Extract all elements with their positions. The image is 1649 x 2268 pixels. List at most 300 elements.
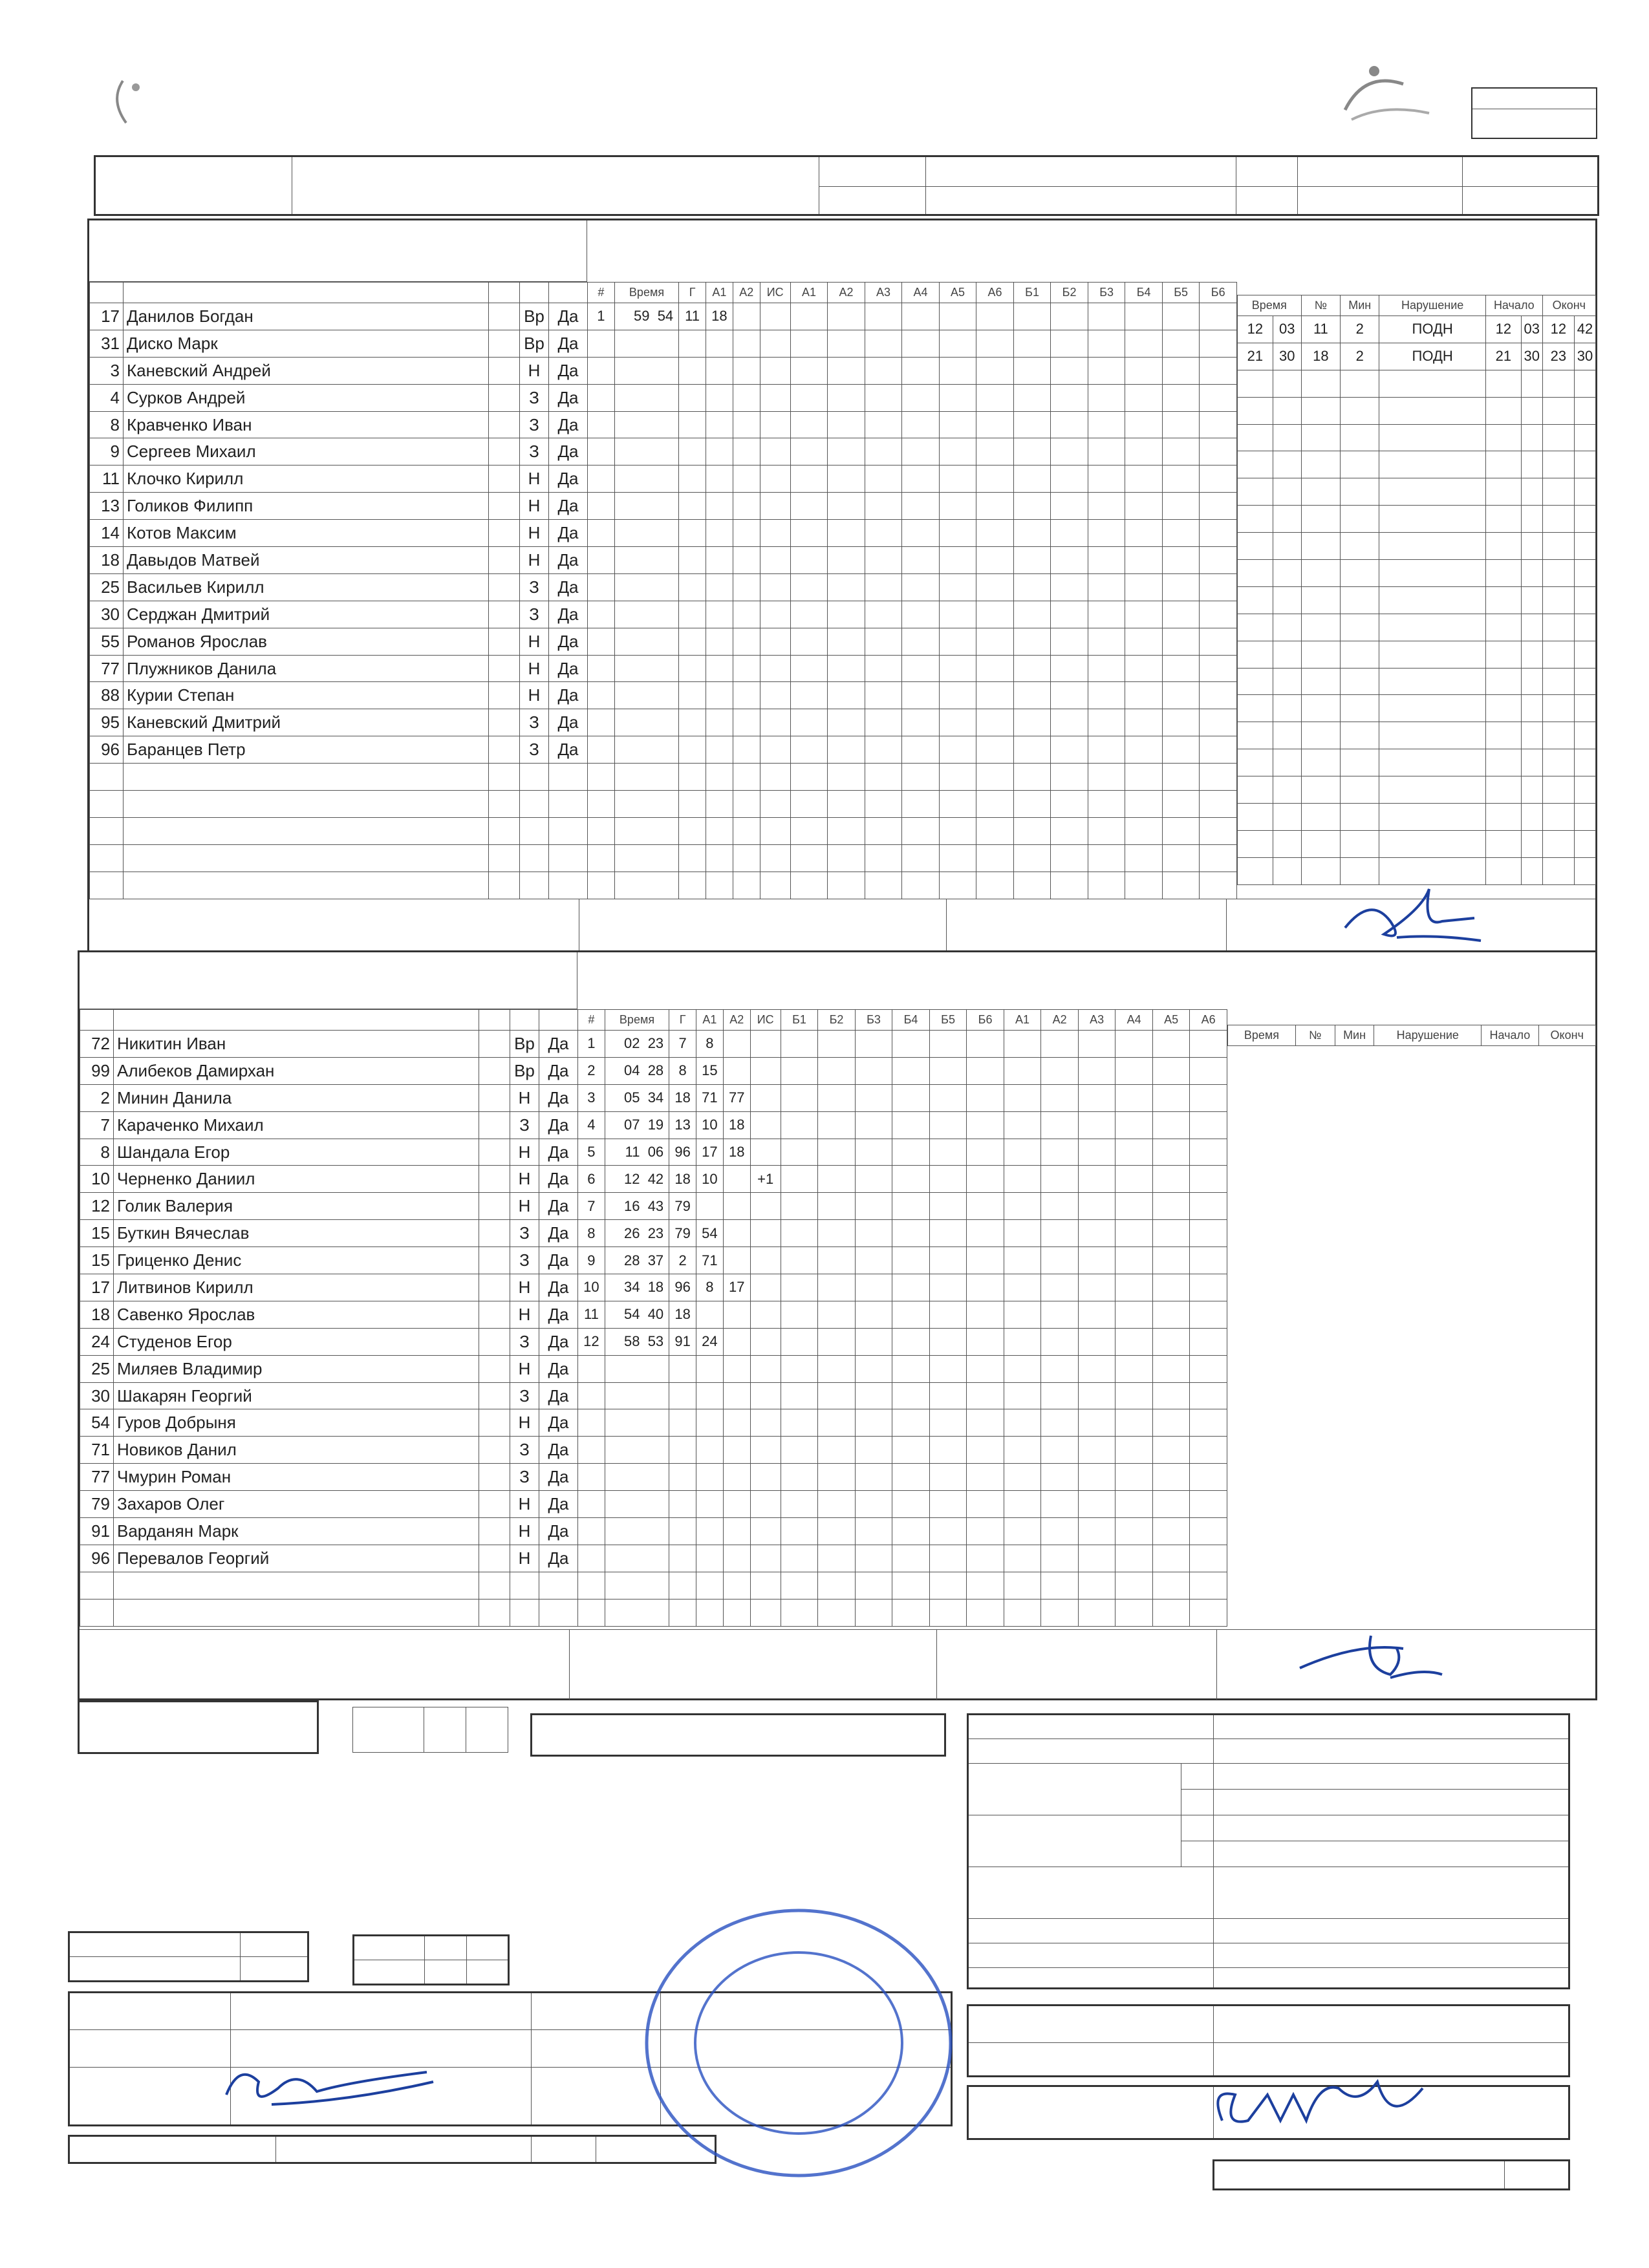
player-name: Перевалов Георгий	[114, 1545, 479, 1572]
city-label	[819, 156, 926, 187]
pen-start-sec: 30	[1521, 343, 1542, 370]
pen-violation: ПОДН	[1379, 316, 1486, 343]
player-number: 25	[90, 573, 124, 601]
goal-row	[588, 817, 1237, 844]
player-position: Н	[520, 655, 549, 682]
goal-time: 54 40	[605, 1301, 669, 1328]
goal-assist-1: 10	[696, 1166, 724, 1193]
penalty-row	[1238, 506, 1596, 533]
player-row	[80, 1545, 578, 1572]
informer	[1214, 1739, 1569, 1764]
player-ka	[489, 547, 520, 574]
goal-row	[578, 1491, 1227, 1518]
goal-col: А3	[865, 283, 902, 303]
secretary-label	[968, 2043, 1214, 2077]
player-position: Н	[510, 1301, 539, 1328]
player-ka	[479, 1111, 510, 1139]
player-ka	[489, 438, 520, 465]
player-played: Да	[549, 438, 588, 465]
player-number: 54	[80, 1409, 114, 1437]
goal-scorer: 79	[669, 1193, 696, 1220]
goal-assist-1: 17	[696, 1139, 724, 1166]
player-ka	[489, 330, 520, 357]
player-name: Котов Максим	[124, 520, 489, 547]
goal-time: 34 18	[605, 1274, 669, 1301]
comp-ref-table	[68, 2135, 717, 2164]
player-number: 24	[80, 1328, 114, 1355]
goal-time: 28 37	[605, 1247, 669, 1274]
pen-col-viol: Нарушение	[1379, 295, 1486, 316]
player-row	[90, 573, 588, 601]
player-position: Вр	[510, 1031, 539, 1058]
player-name: Романов Ярослав	[124, 628, 489, 655]
player-row	[80, 1084, 578, 1111]
player-played: Да	[539, 1409, 578, 1437]
player-number: 96	[80, 1545, 114, 1572]
penalty-row	[1238, 695, 1596, 722]
goal-col: Б1	[781, 1010, 818, 1031]
player-ka	[489, 682, 520, 709]
player-ka	[479, 1166, 510, 1193]
pen-time-sec: 03	[1273, 316, 1301, 343]
penalty-row	[1238, 316, 1596, 343]
player-number: 18	[90, 547, 124, 574]
time-label	[1236, 187, 1298, 215]
player-ka	[479, 1382, 510, 1409]
player-played: Да	[549, 709, 588, 736]
goal-row	[588, 872, 1237, 899]
player-position: З	[520, 736, 549, 764]
goal-assist-2	[723, 1031, 750, 1058]
team-b-signature	[1293, 1623, 1461, 1694]
ministry-logo	[1313, 58, 1455, 149]
team-b-roster	[80, 1009, 578, 1627]
goal-col: Б2	[1051, 283, 1088, 303]
penalty-row	[1238, 343, 1596, 370]
pen-col-min: Мин	[1335, 1025, 1374, 1046]
player-position: Н	[520, 520, 549, 547]
goal-row	[578, 1274, 1227, 1301]
goal-number: 1	[588, 303, 615, 330]
informer-label	[968, 1739, 1214, 1764]
goal-row	[588, 438, 1237, 465]
player-name: Студенов Егор	[114, 1328, 479, 1355]
date-value	[1298, 156, 1463, 187]
player-name: Шандала Егор	[114, 1139, 479, 1166]
team-a-header	[89, 220, 587, 282]
goal-assist-1: 10	[696, 1111, 724, 1139]
player-played: Да	[539, 1247, 578, 1274]
team-b-goals-table	[577, 1009, 1227, 1627]
goal-situation	[750, 1328, 781, 1355]
pen-start-min: 21	[1485, 343, 1521, 370]
goal-time: 11 06	[605, 1139, 669, 1166]
player-played: Да	[549, 384, 588, 411]
date-label	[1236, 156, 1298, 187]
penalty-b-tag	[1181, 1790, 1214, 1815]
player-position: З	[520, 411, 549, 438]
player-name: Голик Валерия	[114, 1193, 479, 1220]
goal-assist-2: 18	[723, 1111, 750, 1139]
player-name: Клочко Кирилл	[124, 465, 489, 493]
player-row	[80, 1572, 578, 1599]
player-played: Да	[539, 1031, 578, 1058]
player-row	[90, 493, 588, 520]
goal-col: А1	[706, 283, 733, 303]
goal-col: А2	[733, 283, 760, 303]
player-number: 71	[80, 1437, 114, 1464]
penalty-row	[1238, 641, 1596, 668]
goal-assist-2	[733, 303, 760, 330]
player-played: Да	[539, 1355, 578, 1382]
goal-row	[578, 1247, 1227, 1274]
player-name: Чмурин Роман	[114, 1464, 479, 1491]
player-played: Да	[539, 1382, 578, 1409]
player-name: Караченко Михаил	[114, 1111, 479, 1139]
registrar-b-tag	[1181, 1841, 1214, 1867]
pen-col-end: Оконч	[1538, 1025, 1595, 1046]
player-ka	[489, 573, 520, 601]
player-name: Давыдов Матвей	[124, 547, 489, 574]
player-row	[80, 1220, 578, 1247]
periods-table	[78, 1700, 319, 1754]
player-name: Серджан Дмитрий	[124, 601, 489, 628]
player-played: Да	[539, 1220, 578, 1247]
spectators-value	[1463, 187, 1599, 215]
col-played	[539, 1010, 578, 1031]
player-row	[90, 601, 588, 628]
goal-row	[588, 844, 1237, 872]
player-row	[90, 303, 588, 330]
goal-col: Б3	[855, 1010, 892, 1031]
player-number: 9	[90, 438, 124, 465]
team-a-goals-table	[587, 282, 1237, 899]
goal-number: 12	[578, 1328, 605, 1355]
player-ka	[489, 357, 520, 384]
player-played: Да	[539, 1166, 578, 1193]
player-played: Да	[539, 1193, 578, 1220]
goal-col-time: Время	[605, 1010, 669, 1031]
player-position: Н	[510, 1518, 539, 1545]
main-ref-1	[231, 1993, 532, 2030]
player-row	[90, 709, 588, 736]
player-played: Да	[549, 520, 588, 547]
penalty-judge-b	[1214, 1790, 1569, 1815]
spectators-label	[1463, 156, 1599, 187]
goal-col: Б6	[967, 1010, 1004, 1031]
federation-logo	[97, 61, 246, 139]
timekeeper-label	[968, 1715, 1214, 1739]
player-ka	[489, 411, 520, 438]
player-position: Н	[510, 1274, 539, 1301]
goal-time: 26 23	[605, 1220, 669, 1247]
col-num	[90, 283, 124, 303]
player-name: Новиков Данил	[114, 1437, 479, 1464]
player-number: 11	[90, 465, 124, 493]
pen-end-min: 12	[1542, 316, 1574, 343]
player-number: 25	[80, 1355, 114, 1382]
goal-assist-2: 18	[723, 1139, 750, 1166]
timeout-table	[352, 1934, 510, 1985]
penalty-row	[1238, 722, 1596, 749]
goal-row	[588, 736, 1237, 764]
penalty-row	[1238, 451, 1596, 478]
goal-col: Б2	[818, 1010, 856, 1031]
main-ref2-label	[69, 2030, 231, 2068]
goal-col: А1	[1004, 1010, 1041, 1031]
player-played: Да	[549, 493, 588, 520]
player-row	[80, 1166, 578, 1193]
goal-number: 5	[578, 1139, 605, 1166]
goal-time: 16 43	[605, 1193, 669, 1220]
goal-scorer: 91	[669, 1328, 696, 1355]
player-position: З	[510, 1220, 539, 1247]
goal-scorer: 8	[669, 1057, 696, 1084]
player-ka	[479, 1247, 510, 1274]
goal-col-time: Время	[614, 283, 678, 303]
goal-time: 02 23	[605, 1031, 669, 1058]
goal-scorer: 18	[669, 1084, 696, 1111]
brigade-table	[967, 1713, 1570, 1989]
player-number: 55	[90, 628, 124, 655]
gk-table	[352, 1707, 508, 1753]
pen-player: 11	[1301, 316, 1340, 343]
player-ka	[489, 655, 520, 682]
player-name: Миляев Владимир	[114, 1355, 479, 1382]
chief-secretary	[1214, 2006, 1569, 2043]
goal-assist-1	[696, 1301, 724, 1328]
player-ka	[479, 1301, 510, 1328]
col-num	[80, 1010, 114, 1031]
player-position: Н	[510, 1139, 539, 1166]
shootout-table	[530, 1713, 946, 1757]
player-name: Алибеков Дамирхан	[114, 1057, 479, 1084]
player-row	[90, 736, 588, 764]
player-row	[80, 1031, 578, 1058]
player-played: Да	[549, 682, 588, 709]
player-position: Вр	[520, 303, 549, 330]
player-row	[80, 1355, 578, 1382]
player-number: 14	[90, 520, 124, 547]
goal-row	[578, 1355, 1227, 1382]
goal-row	[578, 1409, 1227, 1437]
player-ka	[489, 384, 520, 411]
gk-col-b	[466, 1707, 508, 1753]
goal-col: Б4	[1125, 283, 1163, 303]
player-position: Н	[510, 1491, 539, 1518]
goal-row	[588, 384, 1237, 411]
pen-time-sec: 30	[1273, 343, 1301, 370]
goal-situation	[750, 1247, 781, 1274]
info-table	[94, 155, 1599, 216]
player-position: З	[520, 709, 549, 736]
comp-ref	[276, 2136, 532, 2163]
goal-col: Б1	[1013, 283, 1051, 303]
goal-assist-2	[723, 1057, 750, 1084]
player-number: 96	[90, 736, 124, 764]
player-position: Н	[510, 1193, 539, 1220]
goal-situation: +1	[750, 1166, 781, 1193]
player-played: Да	[539, 1057, 578, 1084]
match-number-box	[1471, 87, 1597, 139]
player-number: 72	[80, 1031, 114, 1058]
goal-assist-2	[723, 1328, 750, 1355]
goal-col: А6	[1190, 1010, 1227, 1031]
goal-situation	[750, 1274, 781, 1301]
sign-main-label	[69, 2068, 231, 2126]
player-number: 18	[80, 1301, 114, 1328]
goal-assist-2	[723, 1166, 750, 1193]
player-name: Никитин Иван	[114, 1031, 479, 1058]
goal-situation	[750, 1031, 781, 1058]
goal-time: 12 42	[605, 1166, 669, 1193]
reserve-line-label	[968, 1943, 1214, 1968]
registrars-label	[968, 1815, 1181, 1867]
player-position: Вр	[510, 1057, 539, 1084]
player-number: 77	[90, 655, 124, 682]
goal-scorer: 18	[669, 1166, 696, 1193]
player-position: Вр	[520, 330, 549, 357]
player-ka	[479, 1464, 510, 1491]
goal-situation	[750, 1139, 781, 1166]
pen-violation: ПОДН	[1379, 343, 1486, 370]
timeout-a-label	[354, 1936, 425, 1960]
goal-assist-1: 71	[696, 1247, 724, 1274]
goal-situation	[750, 1057, 781, 1084]
notes-value	[1505, 2161, 1569, 2190]
player-position: Н	[510, 1545, 539, 1572]
player-name: Минин Данила	[114, 1084, 479, 1111]
col-played	[549, 283, 588, 303]
goal-assist-1	[696, 1193, 724, 1220]
notes-table	[1212, 2159, 1570, 2190]
pen-col-num: №	[1295, 1025, 1335, 1046]
team-a-penalties-table	[1237, 295, 1596, 885]
chief-secretary-label	[968, 2006, 1214, 2043]
pen-time-min: 21	[1238, 343, 1273, 370]
col-pos	[520, 283, 549, 303]
pen-col-num: №	[1301, 295, 1340, 316]
player-number: 10	[80, 1166, 114, 1193]
goal-assist-1: 8	[696, 1274, 724, 1301]
player-played: Да	[549, 357, 588, 384]
player-row	[90, 764, 588, 791]
player-row	[80, 1491, 578, 1518]
goal-scorer: 96	[669, 1274, 696, 1301]
goal-col: А6	[976, 283, 1014, 303]
player-name: Гриценко Денис	[114, 1247, 479, 1274]
pen-col-time: Время	[1228, 1025, 1296, 1046]
player-position: Н	[520, 682, 549, 709]
goal-situation	[750, 1220, 781, 1247]
goal-row	[578, 1382, 1227, 1409]
goal-col: ИС	[760, 283, 790, 303]
goal-col: ИС	[750, 1010, 781, 1031]
goal-row	[588, 628, 1237, 655]
goal-row	[588, 465, 1237, 493]
pen-end-min: 23	[1542, 343, 1574, 370]
player-name: Кравченко Иван	[124, 411, 489, 438]
goal-row	[588, 764, 1237, 791]
player-played: Да	[549, 411, 588, 438]
player-ka	[479, 1518, 510, 1545]
team-a-roster	[89, 282, 588, 899]
goal-scorer: 96	[669, 1139, 696, 1166]
player-name: Плужников Данила	[124, 655, 489, 682]
goal-assist-2	[723, 1193, 750, 1220]
goal-row	[588, 573, 1237, 601]
pen-col-end: Оконч	[1542, 295, 1595, 316]
player-ka	[479, 1274, 510, 1301]
team-b-penalties-table	[1227, 1025, 1596, 1046]
penalty-row	[1238, 804, 1596, 831]
player-name: Варданян Марк	[114, 1518, 479, 1545]
player-row	[90, 465, 588, 493]
player-ka	[479, 1491, 510, 1518]
player-row	[90, 655, 588, 682]
player-number: 79	[80, 1491, 114, 1518]
goal-col: #	[588, 283, 615, 303]
player-row	[80, 1409, 578, 1437]
player-played: Да	[539, 1328, 578, 1355]
official-stamp	[640, 1901, 957, 2185]
player-row	[80, 1057, 578, 1084]
gk-col-time	[353, 1707, 424, 1753]
goal-assist-2	[723, 1220, 750, 1247]
reserve-main-label	[968, 1919, 1214, 1943]
match-number-label	[1472, 89, 1596, 109]
goal-number: 10	[578, 1274, 605, 1301]
goal-assist-2: 17	[723, 1274, 750, 1301]
player-row	[80, 1464, 578, 1491]
player-row	[90, 384, 588, 411]
player-played: Да	[539, 1274, 578, 1301]
goal-col: #	[578, 1010, 605, 1031]
goal-row	[588, 330, 1237, 357]
penalty-row	[1238, 830, 1596, 857]
player-ka	[479, 1139, 510, 1166]
player-position: Н	[510, 1355, 539, 1382]
penalty-row	[1238, 776, 1596, 804]
goal-scorer: 7	[669, 1031, 696, 1058]
goal-scorer: 79	[669, 1220, 696, 1247]
pen-col-time: Время	[1238, 295, 1302, 316]
goal-number: 9	[578, 1247, 605, 1274]
player-name: Литвинов Кирилл	[114, 1274, 479, 1301]
goal-row	[588, 547, 1237, 574]
pen-minutes: 2	[1341, 343, 1379, 370]
player-name: Диско Марк	[124, 330, 489, 357]
pen-minutes: 2	[1341, 316, 1379, 343]
goal-scorer: 13	[669, 1111, 696, 1139]
player-number: 15	[80, 1220, 114, 1247]
player-row	[90, 872, 588, 899]
sign-label	[532, 2136, 596, 2163]
player-played: Да	[549, 628, 588, 655]
player-played: Да	[549, 303, 588, 330]
notes-label	[1214, 2161, 1505, 2190]
arena-value	[926, 187, 1236, 215]
player-position: Н	[520, 628, 549, 655]
player-row	[90, 628, 588, 655]
player-row	[80, 1111, 578, 1139]
goal-col: Б6	[1200, 283, 1237, 303]
player-ka	[479, 1220, 510, 1247]
goal-row	[588, 601, 1237, 628]
goal-col: А2	[1041, 1010, 1079, 1031]
player-ka	[489, 520, 520, 547]
player-row	[90, 791, 588, 818]
